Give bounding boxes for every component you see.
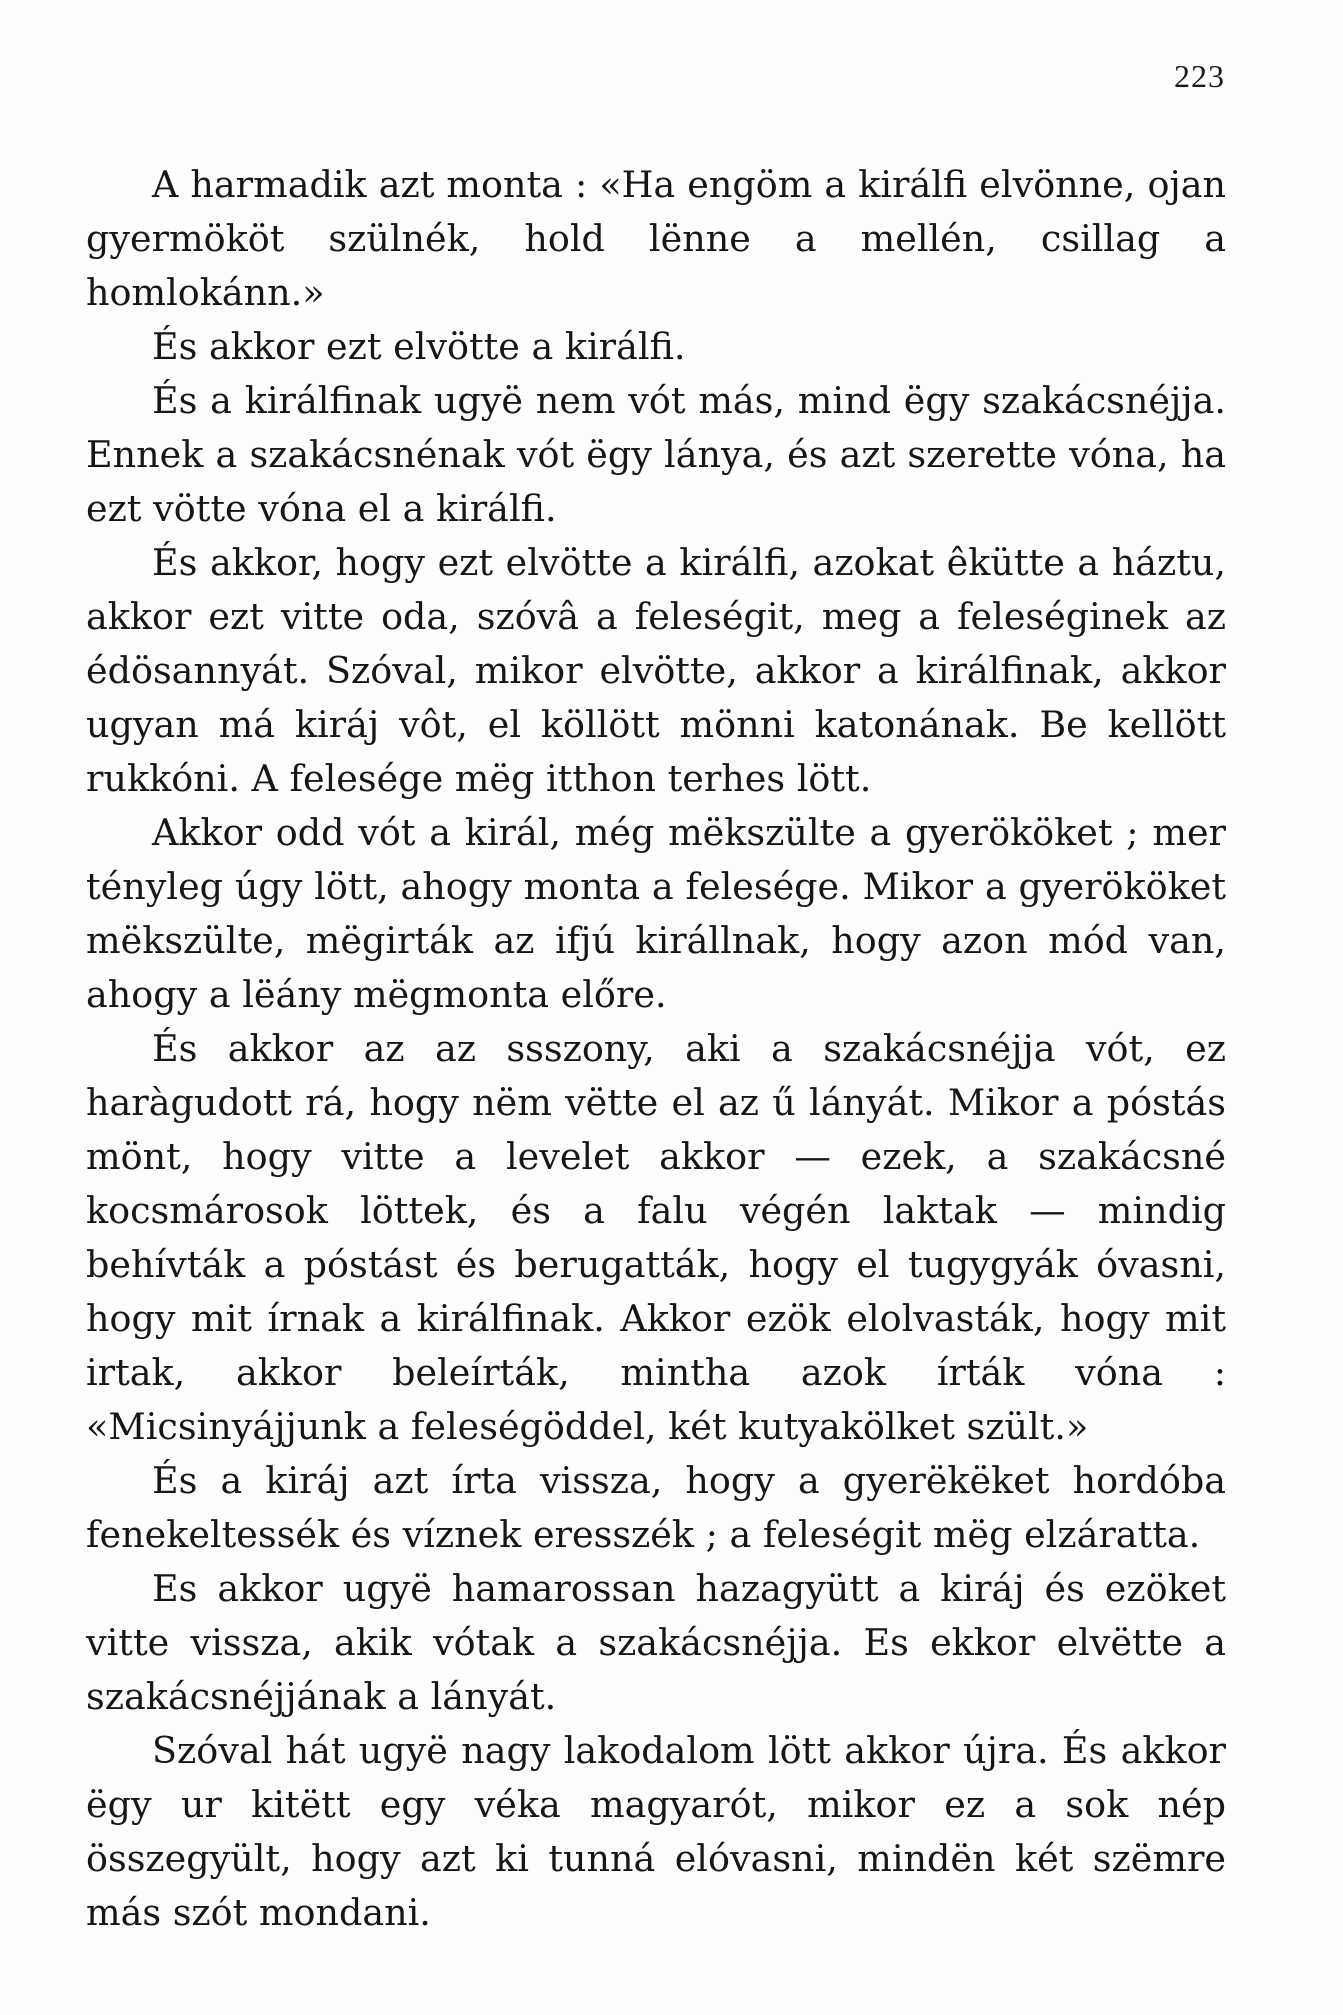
- paragraph-5: Akkor odd vót a királ, még mëkszülte a gyerököket ; mer tényleg úgy lött, ahogy monta a felesége. Mikor a gyerököket mëkszülte, mëgirták az ifjú királlnak, hogy azon mód van, ahogy a lëány mëgmonta előre.: [86, 811, 1226, 1016]
- paragraph-8: Es akkor ugyë hamarossan hazagyütt a kiráj és ezöket vitte vissza, akik vótak a szakácsnéjja. Es ekkor elvëtte a szakácsnéjjának a lányát.: [86, 1567, 1226, 1718]
- paragraph-3: És a királfinak ugyë nem vót más, mind ëgy szakácsnéjja. Ennek a szakácsnénak vót ëgy lánya, és azt szerette vóna, ha ezt vötte vóna el a királfi.: [86, 379, 1226, 530]
- paragraph-2: És akkor ezt elvötte a királfi.: [152, 325, 686, 368]
- paragraph-7: És a kiráj azt írta vissza, hogy a gyerëkëket hordóba fenekeltessék és víznek eresszék ; a feleségit mëg elzáratta.: [86, 1459, 1226, 1556]
- paragraph-6: És akkor az az ssszony, aki a szakácsnéjja vót, ez haràgudott rá, hogy nëm vëtte el az ű lányát. Mikor a póstás mönt, hogy vitte a levelet akkor — ezek, a szakácsné kocsmárosok löttek, és a falu végén laktak — mindig behívták a póstást és berugatták, hogy el tugygyák óvasni, hogy mit írnak a királfinak. Akkor ezök elolvasták, hogy mit irtak, akkor beleírták, mintha azok írták vóna : «Micsinyájjunk a feleségöddel, két kutyakölket szült.»: [86, 1027, 1226, 1448]
- paragraph-4: És akkor, hogy ezt elvötte a királfi, azokat êkütte a háztu, akkor ezt vitte oda, szóvâ a feleségit, meg a feleséginek az édösannyát. Szóval, mikor elvötte, akkor a királfinak, akkor ugyan má kiráj vôt, el köllött mönni katonának. Be kellött rukkóni. A felesége mëg itthon terhes lött.: [86, 541, 1226, 800]
- paragraph-9: Szóval hát ugyë nagy lakodalom lött akkor újra. És akkor ëgy ur kitëtt egy véka magyarót, mikor ez a sok nép összegyült, hogy azt ki tunná elóvasni, mindën két szëmre más szót mondani.: [86, 1729, 1226, 1934]
- paragraph-1: A harmadik azt monta : «Ha engöm a királfi elvönne, ojan gyermököt szülnék, hold lënne a mellén, csillag a homlokánn.»: [86, 163, 1226, 314]
- page-number: 223: [1174, 58, 1225, 94]
- body-text: [86, 158, 1226, 1940]
